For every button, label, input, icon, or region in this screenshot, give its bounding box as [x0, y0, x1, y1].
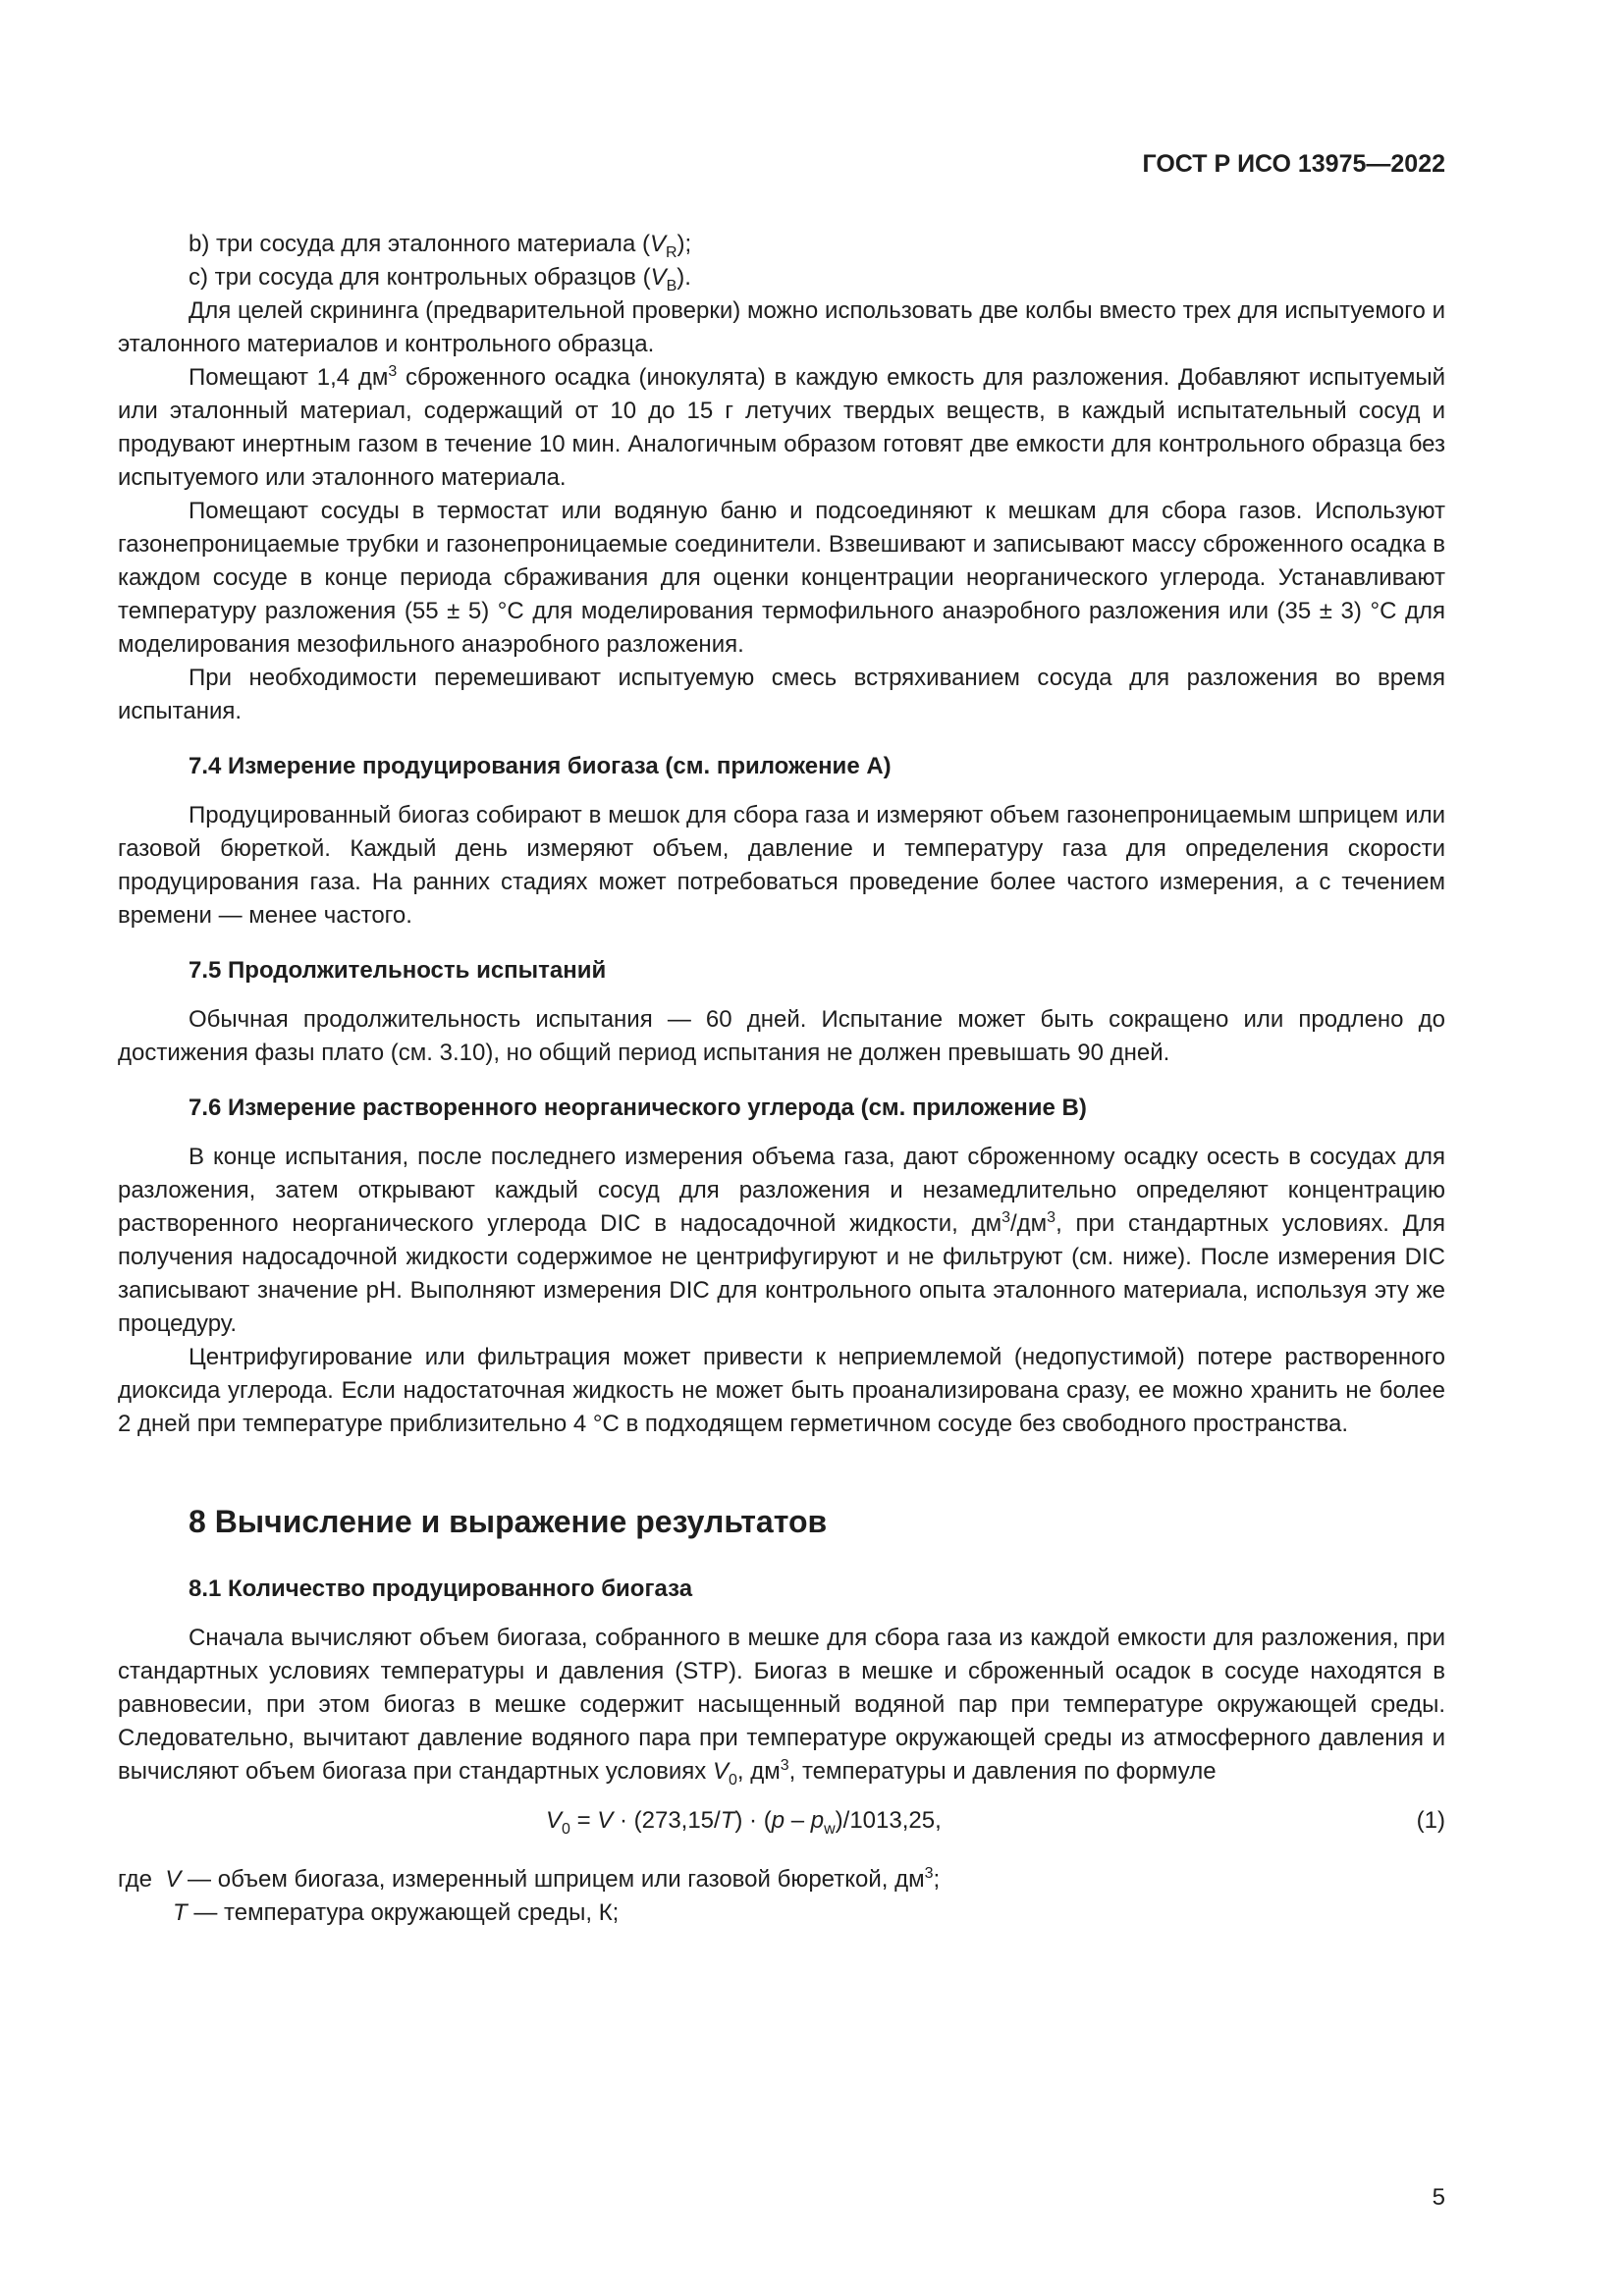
paragraph-7-4: Продуцированный биогаз собирают в мешок для сбора газа и измеряют объем газонепроницаемым шприцем или газовой бюреткой. Каждый день измеряют объем, давление и температуру газа для определения скорости продуцирования газа. На ранних стадиях может потребоваться проведение более частого измерения, а с течением времени — менее частого.	[118, 802, 1445, 929]
list-item-b: b) три сосуда для эталонного материала $(V_R)$;	[189, 231, 692, 261]
paragraph-screening: Для целей скрининга (предварительной проверки) можно использовать две колбы вместо трех для испытуемого и эталонного материалов и контрольного образца.	[118, 297, 1445, 357]
formula-expression: $V_0 = V \cdot (273,15/T) \cdot (p - p_w)/1013,25$,	[546, 1807, 942, 1838]
where-v: где V — объем биогаза, измеренный шприцем или газовой бюреткой, $дм^3$;	[118, 1865, 941, 1893]
list-item-c: c) три сосуда для контрольных образцов $(V_B)$.	[189, 264, 691, 294]
heading-7-4: 7.4 Измерение продуцирования биогаза (см. приложение А)	[189, 753, 892, 779]
paragraph-8-1: Сначала вычисляют объем биогаза, собранного в мешке для сбора газа из каждой емкости для разложения, при стандартных условиях температуры и давления (STP). Биогаз в мешке и сброженный осадок в сосуде находятся в равновесии, при этом биогаз в мешке содержит насыщенный водяной пар при температуре окружающей среды. Следовательно, вычитают давление водяного пара при температуре окружающей среды из атмосферного давления и вычисляют объем биогаза при стандартных условиях $V_0$, $дм^3$, температуры и давления по формуле	[118, 1625, 1445, 1789]
standard-number: ГОСТ Р ИСО 13975—2022	[1142, 150, 1445, 178]
paragraph-7-6-centrifuge: Центрифугирование или фильтрация может привести к неприемлемой (недопустимой) потере растворенного диоксида углерода. Если надостаточная жидкость не может быть проанализирована сразу, ее можно хранить не более 2 дней при температуре приблизительно 4 °С в подходящем герметичном сосуде без свободного пространства.	[118, 1344, 1445, 1437]
where-t: T — температура окружающей среды, К;	[173, 1899, 620, 1926]
heading-7-6: 7.6 Измерение растворенного неорганического углерода (см. приложение В)	[189, 1095, 1087, 1121]
formula-number: (1)	[1416, 1807, 1445, 1834]
paragraph-thermostat: Помещают сосуды в термостат или водяную баню и подсоединяют к мешкам для сбора газов. Используют газонепроницаемые трубки и газонепроницаемые соединители. Взвешивают и записывают массу сброженного осадка в каждом сосуде в конце периода сбраживания для оценки концентрации неорганического углерода. Устанавливают температуру разложения (55 ± 5) °С для моделирования термофильного анаэробного разложения или (35 ± 3) °С для моделирования мезофильного анаэробного разложения.	[118, 498, 1445, 658]
formula-1	[118, 1804, 1445, 1842]
paragraph-7-6-dic: В конце испытания, после последнего измерения объема газа, дают сброженному осадку осесть в сосудах для разложения, затем открывают каждый сосуд для разложения и незамедлительно определяют концентрацию растворенного неорганического углерода DIC в надосадочной жидкости, $дм^3/дм^3$, при стандартных условиях. Для получения надосадочной жидкости содержимое не центрифугируют и не фильтруют (см. ниже). После измерения DIC записывают значение pH. Выполняют измерения DIC для контрольного опыта эталонного материала, используя эту же процедуру.	[118, 1144, 1446, 1337]
paragraph-mixing: При необходимости перемешивают испытуемую смесь встряхиванием сосуда для разложения во время испытания.	[118, 665, 1445, 724]
page-number: 5	[1432, 2184, 1445, 2211]
heading-8-1: 8.1 Количество продуцированного биогаза	[189, 1575, 693, 1602]
page-body	[118, 228, 1445, 1930]
heading-section-8: 8 Вычисление и выражение результатов	[189, 1504, 828, 1539]
paragraph-7-5: Обычная продолжительность испытания — 60 дней. Испытание может быть сокращено или продлено до достижения фазы плато (см. 3.10), но общий период испытания не должен превышать 90 дней.	[118, 1006, 1445, 1066]
paragraph-inoculum: Помещают 1,4 $дм^3$ сброженного осадка (инокулята) в каждую емкость для разложения. Добавляют испытуемый или эталонный материал, содержащий от 10 до 15 г летучих твердых веществ, в каждый испытательный сосуд и продувают инертным газом в течение 10 мин. Аналогичным образом готовят две емкости для контрольного образца без испытуемого или эталонного материала.	[118, 363, 1445, 491]
heading-7-5: 7.5 Продолжительность испытаний	[189, 957, 607, 984]
